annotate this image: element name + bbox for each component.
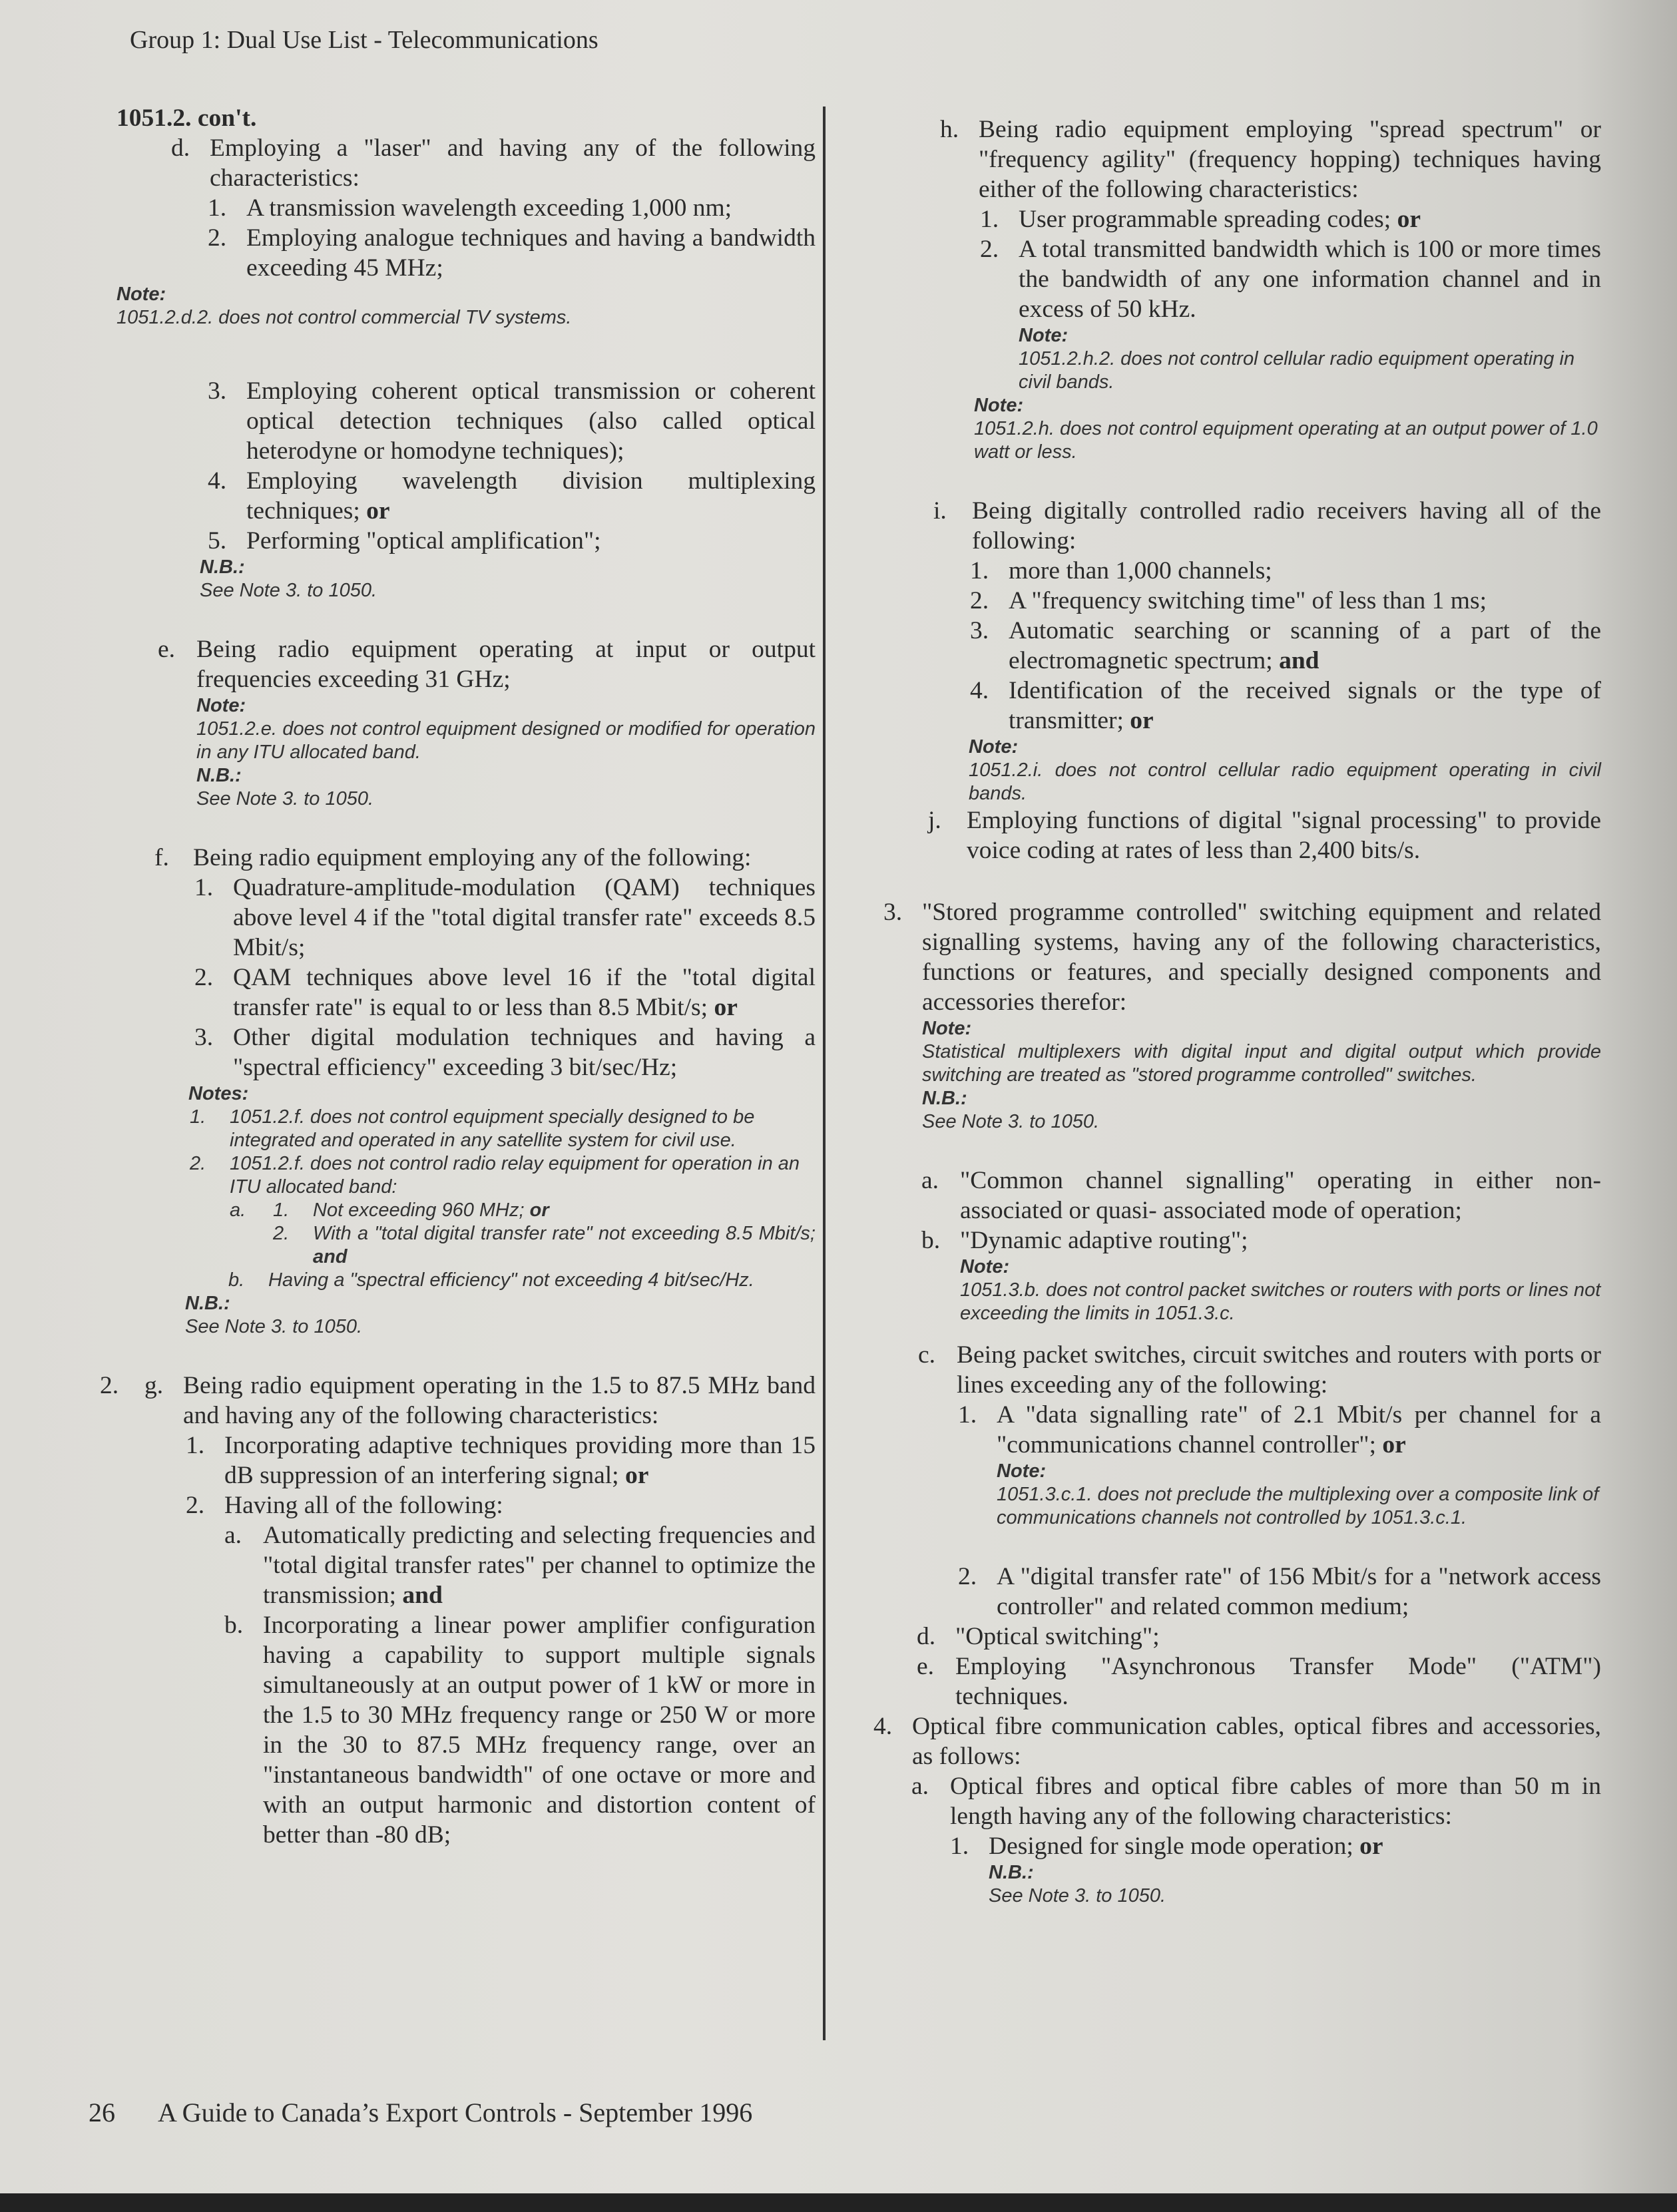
item-d-2: 2. Employing analogue techniques and having a bandwidth exceeding 45 MHz;: [208, 224, 816, 282]
nb-heading: N.B.:: [196, 765, 242, 786]
item-4-a: a. Optical fibres and optical fibre cables of more than 50 m in length having any of the following characteristics:: [911, 1773, 1601, 1830]
note-text: Statistical multiplexers with digital input and digital output which provide switching are treated as "stored programme controlled" switches.: [922, 1041, 1601, 1086]
item-3-e: e. Employing "Asynchronous Transfer Mode" ("ATM") techniques.: [917, 1653, 1601, 1710]
note-heading: Note:: [960, 1256, 1010, 1277]
item-g-2-a: a. Automatically predicting and selecting frequencies and "total digital transfer rates" per channel to optimize the transmission; and: [224, 1522, 816, 1609]
section-4: 4. Optical fibre communication cables, optical fibres and accessories, as follows:: [873, 1713, 1601, 1770]
note-heading: Note:: [997, 1460, 1047, 1482]
item-3-b: b. "Dynamic adaptive routing";: [921, 1227, 1248, 1254]
item-3-c-2: 2. A "digital transfer rate" of 156 Mbit/s for a "network access controller" and related common medium;: [958, 1563, 1601, 1620]
note-2: 2. 1051.2.f. does not control radio relay equipment for operation in an ITU allocated band:: [190, 1153, 800, 1198]
note-heading: Note:: [969, 736, 1019, 758]
running-header: Group 1: Dual Use List - Telecommunications: [130, 26, 599, 54]
item-3-a: a. "Common channel signalling" operating in either non-associated or quasi- associated mode of operation;: [921, 1167, 1601, 1224]
item-f-3: 3. Other digital modulation techniques and having a "spectral efficiency" exceeding 3 bit/sec/Hz;: [194, 1024, 816, 1081]
nb-heading: N.B.:: [200, 556, 245, 578]
note-heading: Note:: [117, 284, 166, 305]
right-column: [855, 114, 1601, 1908]
nb-text: See Note 3. to 1050.: [922, 1111, 1100, 1132]
item-i-2: 2. A "frequency switching time" of less than 1 ms;: [970, 587, 1487, 614]
item-d-1: 1. A transmission wavelength exceeding 1,000 nm;: [208, 194, 732, 222]
item-i-1: 1. more than 1,000 channels;: [970, 557, 1272, 584]
nb-text: See Note 3. to 1050.: [989, 1885, 1166, 1906]
item-i: i. Being digitally controlled radio receivers having all of the following:: [933, 497, 1601, 554]
item-g: 2. g. Being radio equipment operating in the 1.5 to 87.5 MHz band and having any of the following characteristics:: [100, 1372, 816, 1429]
note-text: 1051.2.d.2. does not control commercial TV systems.: [117, 307, 572, 328]
item-3-c: c. Being packet switches, circuit switches and routers with ports or lines exceeding any of the following:: [918, 1341, 1601, 1399]
nb-text: See Note 3. to 1050.: [196, 788, 374, 809]
note-text: 1051.3.c.1. does not preclude the multiplexing over a composite link of communications channels not controlled by 1051.3.c.1.: [997, 1484, 1599, 1528]
section-heading: 1051.2. con't.: [117, 105, 257, 132]
note-heading: Note:: [922, 1018, 972, 1039]
item-3-c-1: 1. A "data signalling rate" of 2.1 Mbit/s per channel for a "communications channel controller"; or: [958, 1401, 1601, 1458]
nb-text: See Note 3. to 1050.: [185, 1316, 363, 1337]
note-heading: Note:: [1019, 325, 1069, 346]
left-column: [100, 103, 816, 1850]
item-g-1: 1. Incorporating adaptive techniques providing more than 15 dB suppression of an interfering signal; or: [186, 1432, 816, 1489]
item-3-d: d. "Optical switching";: [917, 1623, 1160, 1650]
note-2-a-2: 2. With a "total digital transfer rate" not exceeding 8.5 Mbit/s; and: [273, 1223, 816, 1267]
item-d-5: 5. Performing "optical amplification";: [208, 527, 601, 554]
note-heading: Note:: [196, 695, 246, 716]
item-d: d. Employing a "laser" and having any of the following characteristics:: [171, 134, 816, 192]
item-e: e. Being radio equipment operating at input or output frequencies exceeding 31 GHz;: [158, 636, 816, 693]
item-d-4: 4. Employing wavelength division multiplexing techniques; or: [208, 467, 816, 525]
note-text: 1051.3.b. does not control packet switches or routers with ports or lines not exceeding the limits in 1051.3.c.: [960, 1279, 1601, 1324]
note-heading: Note:: [974, 395, 1024, 416]
note-2-b: b. Having a "spectral efficiency" not exceeding 4 bit/sec/Hz.: [228, 1269, 754, 1291]
item-4-a-1: 1. Designed for single mode operation; or: [950, 1833, 1383, 1860]
note-text: 1051.2.h. does not control equipment operating at an output power of 1.0 watt or less.: [974, 418, 1598, 463]
item-i-3: 3. Automatic searching or scanning of a part of the electromagnetic spectrum; and: [970, 617, 1601, 674]
item-f: f. Being radio equipment employing any of the following:: [154, 844, 752, 871]
nb-text: See Note 3. to 1050.: [200, 580, 377, 601]
item-g-2: 2. Having all of the following:: [186, 1492, 503, 1519]
nb-heading: N.B.:: [989, 1862, 1034, 1883]
note-text: 1051.2.i. does not control cellular radio equipment operating in civil bands.: [969, 760, 1601, 804]
item-d-3: 3. Employing coherent optical transmission or coherent optical detection techniques (also called optical heterodyne or homodyne techniques);: [208, 377, 816, 465]
item-f-1: 1. Quadrature-amplitude-modulation (QAM) techniques above level 4 if the "total digital transfer rate" exceeds 8.5 Mbit/s;: [194, 874, 816, 961]
item-f-2: 2. QAM techniques above level 16 if the "total digital transfer rate" is equal to or less than 8.5 Mbit/s; or: [194, 964, 816, 1021]
scan-edge-shadow: [0, 2193, 1677, 2212]
note-text: 1051.2.h.2. does not control cellular radio equipment operating in civil bands.: [1019, 348, 1575, 393]
item-h: h. Being radio equipment employing "spread spectrum" or "frequency agility" (frequency hopping) techniques having either of the following characteristics:: [940, 116, 1601, 203]
item-h-2: 2. A total transmitted bandwidth which is 100 or more times the bandwidth of any one information channel and in excess of 50 kHz.: [980, 236, 1601, 323]
item-g-2-b: b. Incorporating a linear power amplifier configuration having a capability to support multiple signals simultaneously at an output power of 1 kW or more in the 1.5 to 30 MHz frequency range or 250 W or more in the 30 to 87.5 MHz frequency range, over an "instantaneous bandwidth" of one octave or more and with an output harmonic and distortion content of better than -80 dB;: [224, 1612, 816, 1849]
running-footer: [89, 2097, 752, 2128]
section-3: 3. "Stored programme controlled" switching equipment and related signalling systems, having any of the following characteristics, functions or features, and specially designed components and accessories therefor:: [883, 899, 1601, 1016]
note-1: 1. 1051.2.f. does not control equipment specially designed to be integrated and operated in any satellite system for civil use.: [190, 1106, 755, 1151]
publication-title: A Guide to Canada’s Export Controls - September 1996: [158, 2098, 753, 2127]
notes-heading: Notes:: [188, 1083, 249, 1104]
note-text: 1051.2.e. does not control equipment designed or modified for operation in any ITU allocated band.: [196, 718, 816, 763]
note-2-a-1: a. 1. Not exceeding 960 MHz; or: [230, 1200, 549, 1221]
item-h-1: 1. User programmable spreading codes; or: [980, 206, 1421, 233]
item-i-4: 4. Identification of the received signals or the type of transmitter; or: [970, 677, 1601, 734]
item-j: j. Employing functions of digital "signal processing" to provide voice coding at rates of less than 2,400 bits/s.: [928, 807, 1601, 864]
nb-heading: N.B.:: [922, 1088, 967, 1109]
column-divider: [823, 107, 826, 2040]
page-number: 26: [89, 2098, 115, 2127]
nb-heading: N.B.:: [185, 1293, 230, 1314]
